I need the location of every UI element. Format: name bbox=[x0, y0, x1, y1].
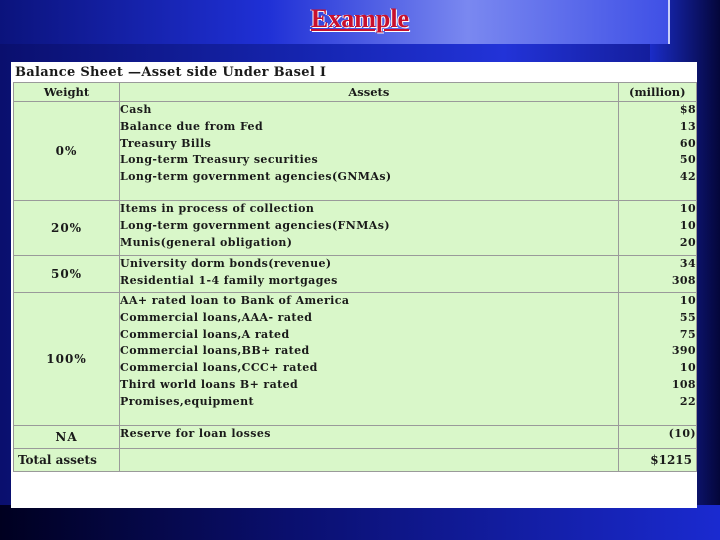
asset-value: 13 bbox=[679, 119, 696, 133]
table-row bbox=[14, 102, 697, 201]
asset-value: 390 bbox=[671, 344, 696, 358]
asset-label: Long-term government agencies(GNMAs) bbox=[120, 170, 392, 184]
asset-label: Balance due from Fed bbox=[120, 119, 264, 133]
table-row bbox=[14, 425, 697, 449]
total-label: Total assets bbox=[14, 449, 120, 472]
asset-label: Treasury Bills bbox=[120, 136, 212, 150]
asset-value: 10 bbox=[679, 201, 696, 215]
balance-sheet-title: Balance Sheet —Asset side Under Basel I bbox=[15, 65, 327, 80]
weight-cell: 0% bbox=[14, 102, 120, 201]
slide-title: Example bbox=[310, 4, 410, 33]
assets-cell bbox=[120, 200, 619, 255]
header-million: (million) bbox=[618, 83, 696, 102]
assets-cell bbox=[120, 425, 619, 449]
header-weight: Weight bbox=[14, 83, 120, 102]
value-cell bbox=[618, 425, 696, 449]
value-cell bbox=[618, 102, 696, 201]
assets-cell bbox=[120, 102, 619, 201]
weight-cell: 50% bbox=[14, 256, 120, 293]
asset-label: AA+ rated loan to Bank of America bbox=[120, 293, 350, 307]
asset-label: Cash bbox=[120, 103, 152, 116]
table-row bbox=[14, 292, 697, 425]
asset-value: 60 bbox=[679, 136, 696, 150]
balance-sheet-table bbox=[13, 82, 697, 472]
asset-label: Residential 1-4 family mortgages bbox=[120, 274, 338, 288]
asset-label: Third world loans B+ rated bbox=[120, 377, 299, 391]
asset-value: $8 bbox=[679, 103, 696, 116]
asset-label: Long-term Treasury securities bbox=[120, 153, 319, 167]
header-assets: Assets bbox=[120, 83, 619, 102]
weight-cell: NA bbox=[14, 425, 120, 449]
asset-label: Commercial loans,CCC+ rated bbox=[120, 361, 318, 375]
asset-label: Commercial loans,BB+ rated bbox=[120, 344, 310, 358]
assets-cell bbox=[120, 292, 619, 425]
asset-value: 22 bbox=[679, 394, 696, 408]
asset-label: Commercial loans,A rated bbox=[120, 327, 290, 341]
background-bottom-band bbox=[0, 505, 720, 540]
total-row bbox=[14, 449, 697, 472]
balance-sheet-image bbox=[11, 62, 697, 508]
asset-value: 34 bbox=[679, 257, 696, 271]
asset-value: 50 bbox=[679, 153, 696, 167]
asset-value: 42 bbox=[679, 170, 696, 184]
total-value: $1215 bbox=[618, 449, 696, 472]
asset-label: University dorm bonds(revenue) bbox=[120, 257, 332, 271]
asset-value: 75 bbox=[679, 327, 696, 341]
total-spacer bbox=[120, 449, 619, 472]
asset-label: Reserve for loan losses bbox=[120, 426, 271, 440]
weight-cell: 20% bbox=[14, 200, 120, 255]
weight-cell: 100% bbox=[14, 292, 120, 425]
asset-value: 10 bbox=[679, 293, 696, 307]
asset-label: Long-term government agencies(FNMAs) bbox=[120, 218, 390, 232]
value-cell bbox=[618, 200, 696, 255]
value-cell bbox=[618, 292, 696, 425]
asset-label: Commercial loans,AAA- rated bbox=[120, 310, 313, 324]
table-body bbox=[14, 102, 697, 449]
asset-label: Items in process of collection bbox=[120, 201, 315, 215]
asset-value: (10) bbox=[668, 426, 696, 440]
asset-value: 20 bbox=[679, 235, 696, 249]
asset-value: 308 bbox=[671, 274, 696, 288]
asset-label: Promises,equipment bbox=[120, 394, 254, 408]
asset-value: 10 bbox=[679, 361, 696, 375]
asset-value: 55 bbox=[679, 310, 696, 324]
asset-value: 108 bbox=[671, 377, 696, 391]
value-cell bbox=[618, 256, 696, 293]
table-row bbox=[14, 256, 697, 293]
table-row bbox=[14, 200, 697, 255]
table-header-row bbox=[14, 83, 697, 102]
asset-label: Munis(general obligation) bbox=[120, 235, 293, 249]
asset-value: 10 bbox=[679, 218, 696, 232]
assets-cell bbox=[120, 256, 619, 293]
